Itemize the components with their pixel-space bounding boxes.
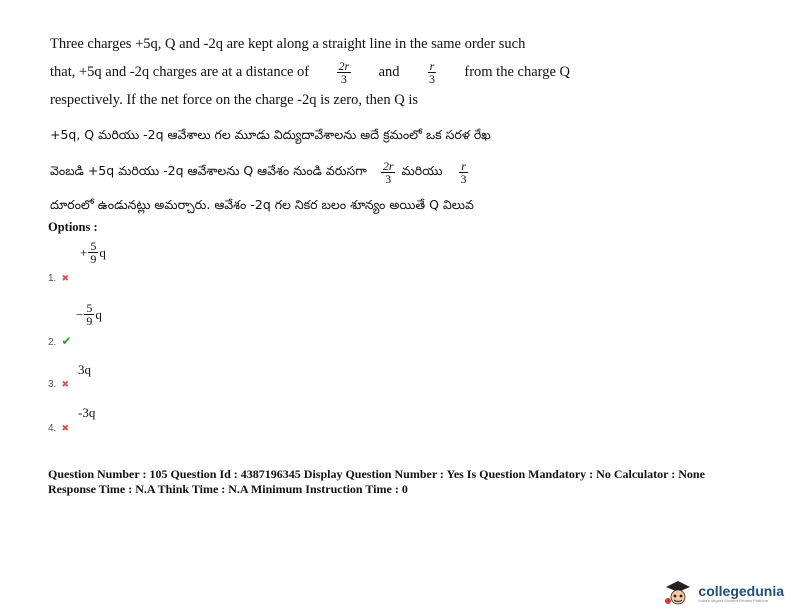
logo-text-block xyxy=(698,584,784,603)
question-line-telugu: దూరంలో ఉండునట్లు అమర్చారు. ఆవేశం -2q గల నికర బలం శూన్యం అయితే Q విలువ xyxy=(50,197,474,212)
option-4-value: -3q xyxy=(78,405,96,420)
option-number: 2. ✔ xyxy=(48,334,72,348)
fraction-denominator: 3 xyxy=(340,71,347,86)
fraction-denominator: 9 xyxy=(86,314,93,328)
options-label: Options : xyxy=(48,220,98,234)
question-line-telugu: +5q, Q మరియు -2q ఆవేశాలు గల మూడు విద్యుదావేశాలను అదే క్రమంలో ఒక సరళ రేఖ xyxy=(50,127,491,142)
logo-tagline: India's largest Student Review Platform xyxy=(698,597,769,603)
fraction-r-over-three xyxy=(459,160,469,185)
graduate-mascot-icon xyxy=(662,579,694,607)
correct-check-icon: ✔ xyxy=(61,334,72,348)
question-text-segment: that, +5q and -2q charges are at a distance of xyxy=(50,64,310,80)
wrong-icon: ✖ xyxy=(61,274,69,284)
fraction-numerator: 2r xyxy=(338,58,350,73)
question-text-segment: and xyxy=(378,64,400,80)
option-sign: − xyxy=(76,306,84,322)
wrong-icon: ✖ xyxy=(61,380,69,390)
question-meta-line: Question Number : 105 Question Id : 4387196345 Display Question Number : Yes Is Question Mandatory : No Calculator : None xyxy=(48,467,705,481)
fraction-r-over-three xyxy=(427,60,437,85)
fraction-numerator: r xyxy=(461,159,466,173)
option-fraction xyxy=(84,302,94,327)
fraction-numerator: 5 xyxy=(90,239,97,253)
option-number: 3. ✖ xyxy=(48,379,69,390)
wrong-icon: ✖ xyxy=(61,424,69,434)
logo-wordmark: collegedunia xyxy=(698,582,784,599)
option-fraction xyxy=(88,240,98,265)
option-3-value: 3q xyxy=(78,362,91,377)
question-meta-line: Response Time : N.A Think Time : N.A Minimum Instruction Time : 0 xyxy=(48,482,408,496)
question-text-segment: from the charge Q xyxy=(464,64,570,80)
fraction-two-r-over-three xyxy=(381,160,396,185)
question-text-segment: మరియు xyxy=(401,163,443,178)
question-line: respectively. If the net force on the charge -2q is zero, then Q is xyxy=(50,92,418,108)
question-text-segment: వెంబడి +5q మరియు -2q ఆవేశాలను Q ఆవేశం నుండి వరుసగా xyxy=(50,163,367,178)
option-number: 1. ✖ xyxy=(48,273,69,284)
fraction-two-r-over-three xyxy=(337,60,352,85)
fraction-denominator: 3 xyxy=(460,172,467,186)
option-number: 4. ✖ xyxy=(48,423,69,434)
option-2-value xyxy=(76,302,102,327)
collegedunia-logo xyxy=(662,579,784,607)
fraction-numerator: 5 xyxy=(86,301,93,315)
fraction-numerator: 2r xyxy=(382,159,394,173)
option-sign: + xyxy=(80,244,88,260)
question-line: Three charges +5q, Q and -2q are kept along a straight line in the same order such xyxy=(50,36,526,52)
fraction-numerator: r xyxy=(429,58,435,73)
option-1-value xyxy=(80,240,106,265)
fraction-denominator: 9 xyxy=(90,252,97,266)
option-suffix: q xyxy=(99,244,106,260)
option-suffix: q xyxy=(95,306,102,322)
question-line-telugu xyxy=(50,160,473,185)
fraction-denominator: 3 xyxy=(385,172,392,186)
question-line xyxy=(50,58,570,86)
fraction-denominator: 3 xyxy=(428,71,435,86)
